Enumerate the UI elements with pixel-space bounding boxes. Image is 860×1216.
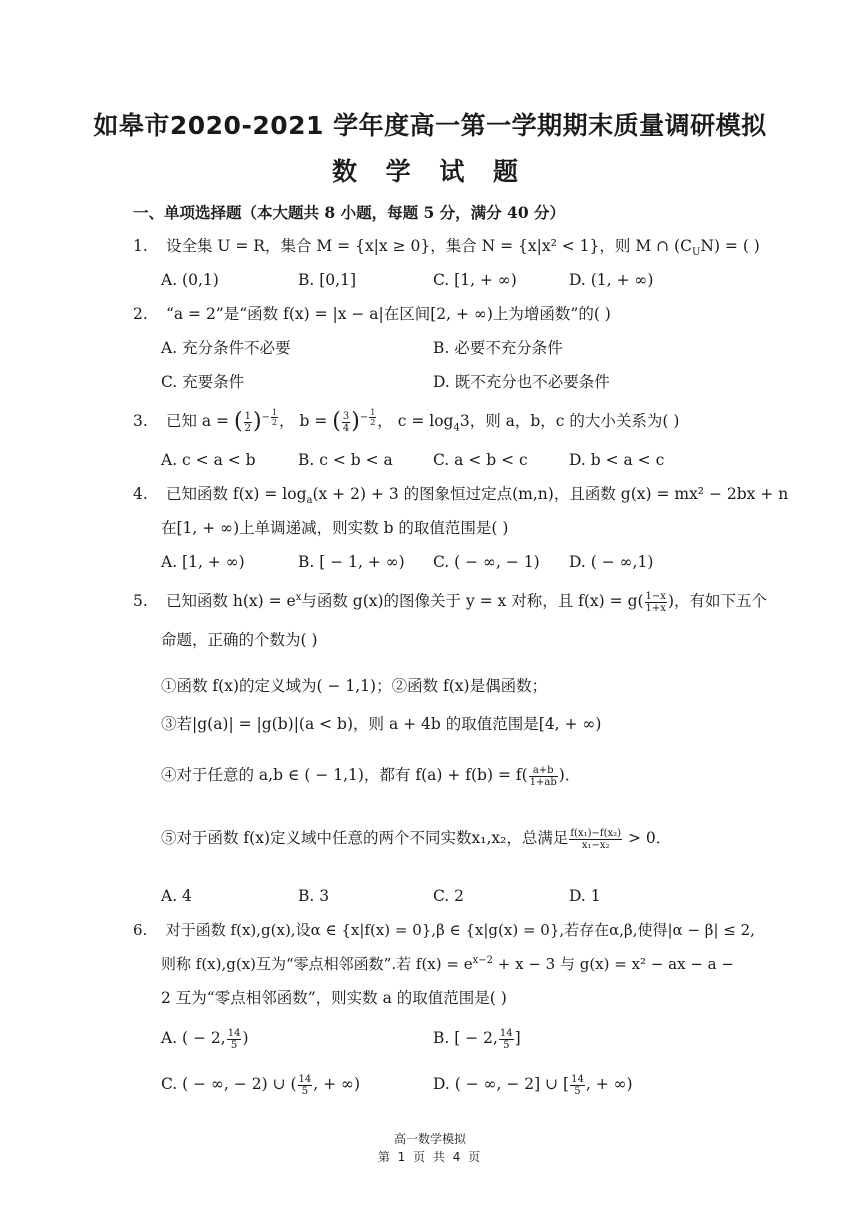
q2-option-a: A. 充分条件不必要 bbox=[161, 339, 291, 357]
question-number: 1. bbox=[133, 237, 148, 255]
fraction: $\frac{a+b}{1+ab}$ bbox=[529, 764, 557, 788]
question-4: 4. 已知函数 $f(x) = \log_a(x + 2) + 3$ 的图象恒过定点(m,n)，且函数 g(x) = mx² − 2bx + n bbox=[133, 482, 753, 506]
question-number: 4. bbox=[133, 485, 148, 503]
question-6 bbox=[133, 918, 753, 942]
question-6-line2: 则称 f(x),g(x)互为“零点相邻函数”.若 $f(x) = e^{x-2} + x - 3$ 与 g(x) = x² − ax − a − bbox=[161, 955, 734, 973]
q3-option-d: D. b < a < c bbox=[569, 451, 665, 469]
q1-option-c: C. [1, + ∞) bbox=[433, 271, 517, 289]
variable-b: b = bbox=[299, 412, 333, 431]
variable-c: c = log bbox=[397, 412, 454, 431]
question-4-line2: 在[1, + ∞)上单调递减，则实数 b 的取值范围是( ) bbox=[161, 519, 509, 537]
q2-option-c: C. 充要条件 bbox=[161, 373, 245, 391]
question-number: 5. bbox=[133, 592, 148, 610]
exam-title: 如皋市2020-2021 学年度高一第一学期期末质量调研模拟 bbox=[93, 111, 767, 140]
q3-option-b: B. c < b < a bbox=[298, 451, 393, 469]
question-text: 设全集 U = R，集合 M = {x|x ≥ 0}，集合 N = {x|x² < 1}，则 M ∩ (C bbox=[165, 237, 692, 255]
fraction: $\frac{1-x}{1+x}$ bbox=[645, 590, 666, 614]
question-3: 3. 已知 a = ( $\frac{1}{2}$ )$^{- \frac{1}{2}}$ ， b = ( $\frac{3}{4}$ )$^{- \frac{1}{2}}$ ， $c = \log_43$，则 a，b，c 的大小关系为( ) bbox=[133, 408, 680, 435]
question-5-line2: 命题，正确的个数为( ) bbox=[161, 631, 318, 649]
question-1 bbox=[133, 234, 760, 259]
question-text-end: 3，则 a，b，c 的大小关系为( ) bbox=[459, 412, 680, 431]
q4-option-a: A. [1, + ∞) bbox=[161, 553, 245, 571]
q1-option-a: A. (0,1) bbox=[161, 271, 219, 289]
q3-option-a: A. c < a < b bbox=[161, 451, 256, 469]
fraction: $\frac{3}{4}$ bbox=[342, 410, 350, 434]
question-number: 3. bbox=[133, 412, 148, 431]
q6-option-b: B. [ − 2, $\frac{14}{5}$ ] bbox=[433, 1027, 521, 1051]
fraction: $\frac{\text{f(x₁)−f(x₂)}}{\text{x₁−x₂}}$ bbox=[570, 827, 622, 851]
section-heading: 一、单项选择题（本大题共 8 小题，每题 5 分，满分 40 分） bbox=[133, 203, 566, 222]
q5-option-a: A. 4 bbox=[161, 887, 192, 905]
question-text: “a = 2”是“函数 f(x) = |x − a|在区间[2, + ∞)上为增函数”的( ) bbox=[165, 305, 611, 323]
q6-option-d: D. ( − ∞, − 2] ∪ [ $\frac{14}{5}$ , + ∞) bbox=[433, 1073, 633, 1097]
q2-option-d: D. 既不充分也不必要条件 bbox=[433, 373, 610, 391]
q4-option-b: B. [ − 1, + ∞) bbox=[298, 553, 405, 571]
question-text-cont: (x + 2) + 3 的图象恒过定点(m,n)，且函数 g(x) = mx² − 2bx + n bbox=[312, 485, 789, 503]
q5-option-c: C. 2 bbox=[433, 887, 465, 905]
q6-option-a: A. ( − 2, $\frac{14}{5}$ ) bbox=[161, 1027, 249, 1051]
statement-5: ⑤对于函数 f(x)定义域中任意的两个不同实数x₁,x₂，总满足 $\frac{\text{f(x₁)−f(x₂)}}{\text{x₁−x₂}}$ > 0． bbox=[161, 827, 672, 851]
q6-option-c: C. ( − ∞, − 2) ∪ ( $\frac{14}{5}$ , + ∞) bbox=[161, 1073, 360, 1097]
subscript: U bbox=[691, 247, 701, 259]
q4-option-c: C. ( − ∞, − 1) bbox=[433, 553, 540, 571]
question-5: 5. 已知函数 $h(x) = e^x$与函数 g(x)的图像关于 y = x 对称，且 f(x) = g( $\frac{1-x}{1+x}$ )，有如下五个 bbox=[133, 590, 767, 614]
variable-a: a = bbox=[201, 412, 234, 431]
exam-subtitle: 数 学 试 题 bbox=[331, 157, 529, 186]
q4-option-d: D. ( − ∞,1) bbox=[569, 553, 654, 571]
question-6-line3: 2 互为“零点相邻函数”，则实数 a 的取值范围是( ) bbox=[161, 989, 507, 1007]
question-text: 已知函数 f(x) = log bbox=[165, 485, 307, 503]
q2-option-b: B. 必要不充分条件 bbox=[433, 339, 563, 357]
q1-option-d: D. (1, + ∞) bbox=[569, 271, 654, 289]
question-text: 已知 bbox=[165, 412, 197, 431]
question-text: 已知函数 h(x) = e bbox=[165, 592, 296, 610]
question-2 bbox=[133, 302, 753, 326]
footer-course: 高一数学模拟 bbox=[393, 1132, 466, 1146]
statement-1-2: ①函数 f(x)的定义域为( − 1,1)；②函数 f(x)是偶函数； bbox=[161, 677, 548, 695]
question-text: 对于函数 f(x),g(x),设α ∈ {x|f(x) = 0},β ∈ {x|g(x) = 0},若存在α,β,使得|α − β| ≤ 2, bbox=[165, 921, 755, 939]
question-number: 2. bbox=[133, 305, 148, 323]
fraction: $\frac{1}{2}$ bbox=[244, 410, 251, 434]
question-text-end: N) = ( ) bbox=[700, 237, 760, 255]
statement-3: ③若|g(a)| = |g(b)|(a < b)，则 a + 4b 的取值范围是[4, + ∞) bbox=[161, 715, 602, 733]
q5-option-d: D. 1 bbox=[569, 887, 601, 905]
question-number: 6. bbox=[133, 921, 148, 939]
q1-option-b: B. [0,1] bbox=[298, 271, 356, 289]
statement-4: ④对于任意的 a,b ∈ ( − 1,1)，都有 f(a) + f(b) = f( $\frac{a+b}{1+ab}$ )． bbox=[161, 764, 581, 788]
q5-option-b: B. 3 bbox=[298, 887, 330, 905]
footer-page-number: 第 1 页 共 4 页 bbox=[377, 1150, 483, 1164]
q3-option-c: C. a < b < c bbox=[433, 451, 528, 469]
